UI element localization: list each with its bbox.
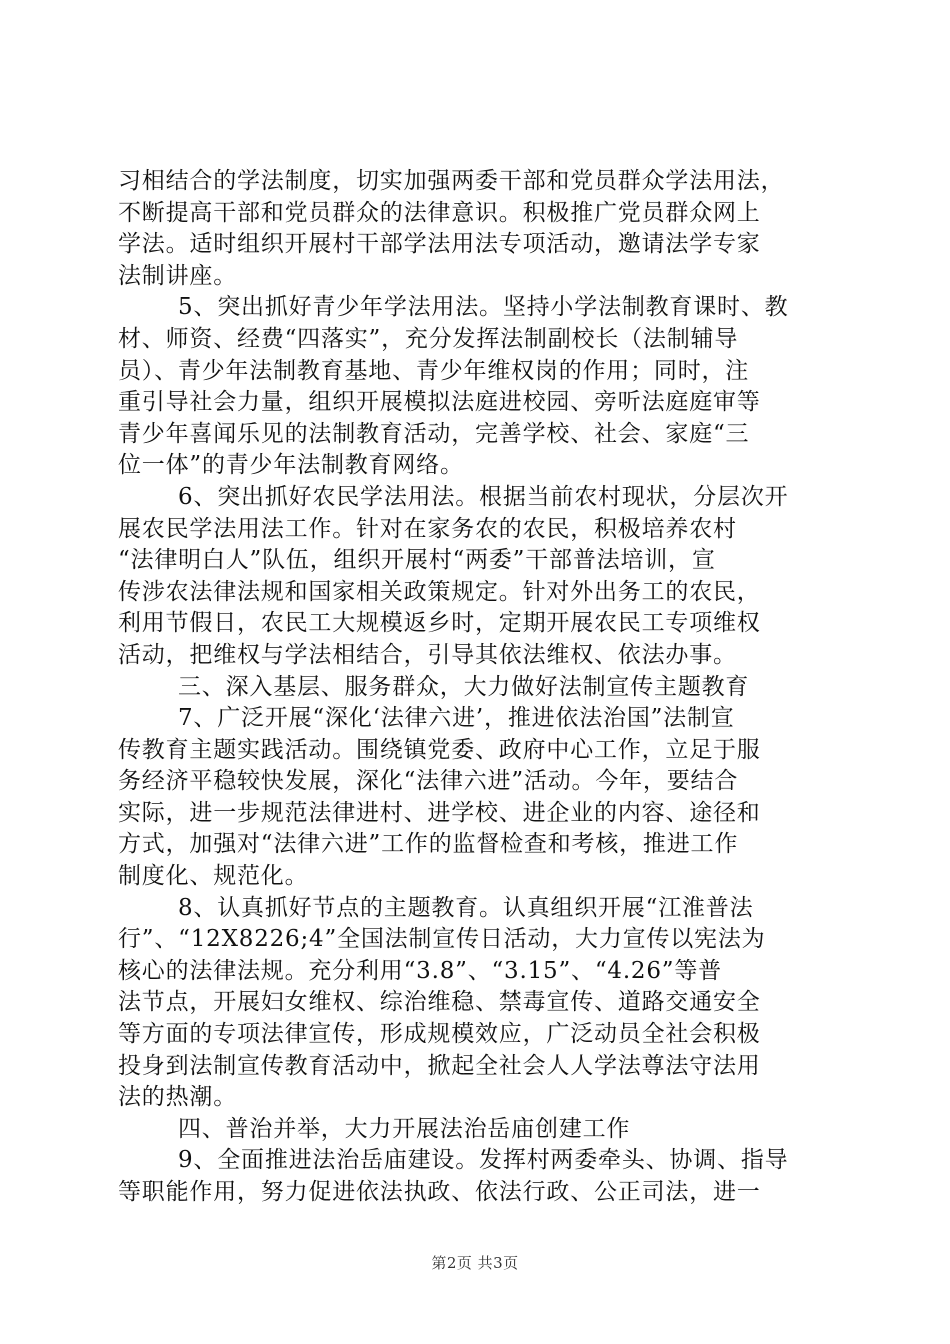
- paragraph-start-line: 6、突出抓好农民学法用法。根据当前农村现状，分层次开: [178, 483, 789, 510]
- text-line: 学法。适时组织开展村干部学法用法专项活动，邀请法学专家: [118, 231, 761, 258]
- text-line: 员）、青少年法制教育基地、青少年维权岗的作用；同时，注: [118, 357, 750, 384]
- paragraph-start-line: 7、广泛开展“深化‘法律六进’，推进依法治国”法制宣: [178, 705, 735, 732]
- text-line: 法节点，开展妇女维权、综治维稳、禁毒宣传、道路交通安全: [118, 989, 761, 1016]
- text-line: 位一体”的青少年法制教育网络。: [118, 452, 464, 479]
- text-line: 材、师资、经费“四落实”，充分发挥法制副校长（法制辅导: [118, 325, 739, 352]
- text-line: 重引导社会力量，组织开展模拟法庭进校园、旁听法庭庭审等: [118, 389, 761, 416]
- text-line: 传教育主题实践活动。围绕镇党委、政府中心工作，立足于服: [118, 736, 761, 763]
- text-line: 传涉农法律法规和国家相关政策规定。针对外出务工的农民，: [118, 578, 761, 605]
- text-line: 不断提高干部和党员群众的法律意识。积极推广党员群众网上: [118, 199, 761, 226]
- text-line: 利用节假日，农民工大规模返乡时，定期开展农民工专项维权: [118, 610, 761, 637]
- text-line: 实际，进一步规范法律进村、进学校、进企业的内容、途径和: [118, 799, 761, 826]
- text-line: “法律明白人”队伍，组织开展村“两委”干部普法培训，宣: [118, 547, 716, 574]
- text-line: 青少年喜闻乐见的法制教育活动，完善学校、社会、家庭“三: [118, 420, 750, 447]
- paragraph-start-line: 8、认真抓好节点的主题教育。认真组织开展“江淮普法: [178, 894, 754, 921]
- text-line: 等职能作用，努力促进依法执政、依法行政、公正司法，进一: [118, 1179, 761, 1205]
- paragraph-start-line: 5、突出抓好青少年学法用法。坚持小学法制教育课时、教: [178, 294, 789, 321]
- text-line: 习相结合的学法制度，切实加强两委干部和党员群众学法用法，: [118, 168, 785, 194]
- text-line: 行”、“12X8226;4”全国法制宣传日活动，大力宣传以宪法为: [118, 926, 766, 953]
- section-heading: 四、普治并举，大力开展法治岳庙创建工作: [178, 1115, 631, 1142]
- text-line: 务经济平稳较快发展，深化“法律六进”活动。今年，要结合: [118, 768, 739, 795]
- text-line: 投身到法制宣传教育活动中，掀起全社会人人学法尊法守法用: [118, 1052, 761, 1079]
- text-line: 核心的法律法规。充分利用“3.8”、“3.15”、“4.26”等普: [118, 957, 722, 984]
- page-number-footer: 第2页 共3页: [431, 1254, 519, 1272]
- text-line: 活动，把维权与学法相结合，引导其依法维权、依法办事。: [118, 641, 737, 668]
- text-line: 法的热潮。: [118, 1084, 237, 1111]
- document-body: [118, 166, 838, 1209]
- text-line: 法制讲座。: [118, 262, 237, 289]
- text-line: 制度化、规范化。: [118, 863, 309, 890]
- text-line: 方式，加强对“法律六进”工作的监督检查和考核，推进工作: [118, 831, 739, 858]
- text-line: 等方面的专项法律宣传，形成规模效应，广泛动员全社会积极: [118, 1021, 761, 1048]
- text-line: 展农民学法用法工作。针对在家务农的农民，积极培养农村: [118, 515, 737, 542]
- section-heading: 三、深入基层、服务群众，大力做好法制宣传主题教育: [178, 673, 750, 700]
- paragraph-start-line: 9、全面推进法治岳庙建设。发挥村两委牵头、协调、指导: [178, 1147, 789, 1174]
